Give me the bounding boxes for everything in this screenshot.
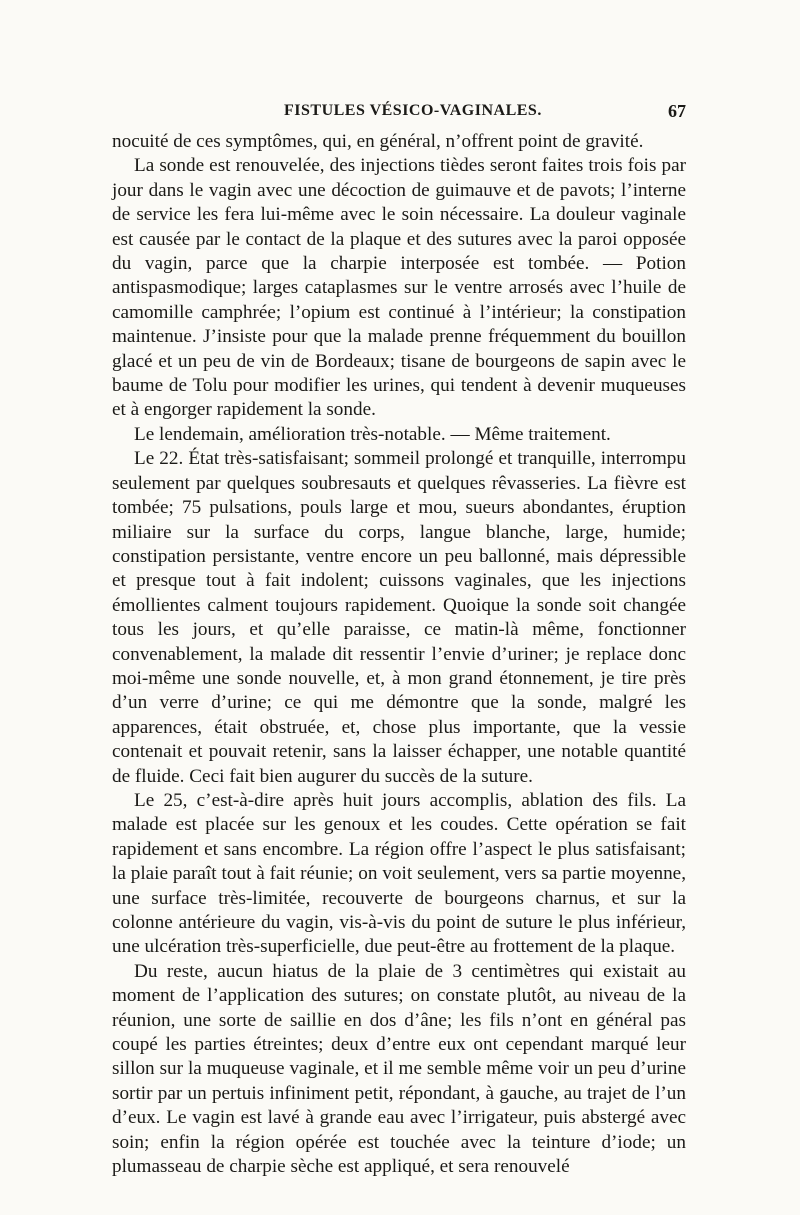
paragraph-continuation: nocuité de ces symptômes, qui, en général, n’offrent point de gravité. — [112, 131, 644, 152]
paragraph-next-day: Le lendemain, amélioration très-notable. — Même traitement. — [134, 423, 611, 445]
paragraph-day-22: Le 22. État très-satisfaisant; sommeil prolongé et tranquille, interrompu seulement par quelques soubresauts et quelques rêvasseries. La fièvre est tombée; 75 pulsations, pouls large et mou, sueurs abondantes, éruption miliaire sur la surface du corps, langue blanche, large, humide; constipation persistante, ventre encore un peu ballonné, mais dépressible et presque tout à fait indolent; cuissons vaginales, que les injections émollientes calment toujours rapidement. Quoique la sonde soit changée tous les jours, et qu’elle paraisse, ce matin-là même, fonctionner convenablement, la malade dit ressentir l’envie d’uriner; je replace donc moi-même une sonde nouvelle, et, à mon grand étonnement, je tire près d’un verre d’urine; ce qui me démontre que la sonde, malgré les apparences, était obstruée, et, chose plus importante, que la vessie contenait et pouvait retenir, sans la laisser échapper, une notable quantité de fluide. Ceci fait bien augurer du succès de la suture. — [112, 448, 686, 787]
book-page — [112, 96, 686, 1179]
paragraph-day-25: Le 25, c’est-à-dire après huit jours accomplis, ablation des fils. La malade est placée sur les genoux et les coudes. Cette opération se fait rapidement et sans encombre. La région offre l’aspect le plus satisfaisant; la plaie paraît tout à fait réunie; on voit seulement, vers sa partie moyenne, une surface très-limitée, recouverte de bourgeons charnus, et sur la colonne antérieure du vagin, vis-à-vis du point de suture le plus inférieur, une ulcération très-superficielle, due peut-être au frottement de la plaque. — [112, 789, 686, 958]
page-header — [112, 96, 686, 126]
page-number: 67 — [668, 101, 686, 121]
body-text — [112, 130, 686, 1179]
paragraph-remainder: Du reste, aucun hiatus de la plaie de 3 centimètres qui existait au moment de l’application des sutures; on constate plutôt, au niveau de la réunion, une sorte de saillie en dos d’âne; les fils n’ont en général pas coupé les parties étreintes; deux d’entre eux ont cependant marqué leur sillon sur la muqueuse vaginale, et il me semble même voir un peu d’urine sortir par un pertuis infiniment petit, répondant, à gauche, au trajet de l’un d’eux. Le vagin est lavé à grande eau avec l’irrigateur, puis abstergé avec soin; enfin la région opérée est touchée avec la teinture d’iode; un plumasseau de charpie sèche est appliqué, et sera renouvelé — [112, 960, 686, 1178]
running-title: FISTULES VÉSICO-VAGINALES. — [284, 102, 542, 119]
paragraph-treatment: La sonde est renouvelée, des injections tièdes seront faites trois fois par jour dans le vagin avec une décoction de guimauve et de pavots; l’interne de service les fera lui-même avec le soin nécessaire. La douleur vaginale est causée par le contact de la plaque et des sutures avec la paroi opposée du vagin, parce que la charpie interposée est tombée. — Potion antispasmodique; larges cataplasmes sur le ventre arrosés avec l’huile de camomille camphrée; l’opium est continué à l’intérieur; la constipation maintenue. J’insiste pour que la malade prenne fréquemment du bouillon glacé et un peu de vin de Bordeaux; tisane de bourgeons de sapin avec le baume de Tolu pour modifier les urines, qui tendent à devenir muqueuses et à engorger rapidement la sonde. — [112, 155, 686, 421]
